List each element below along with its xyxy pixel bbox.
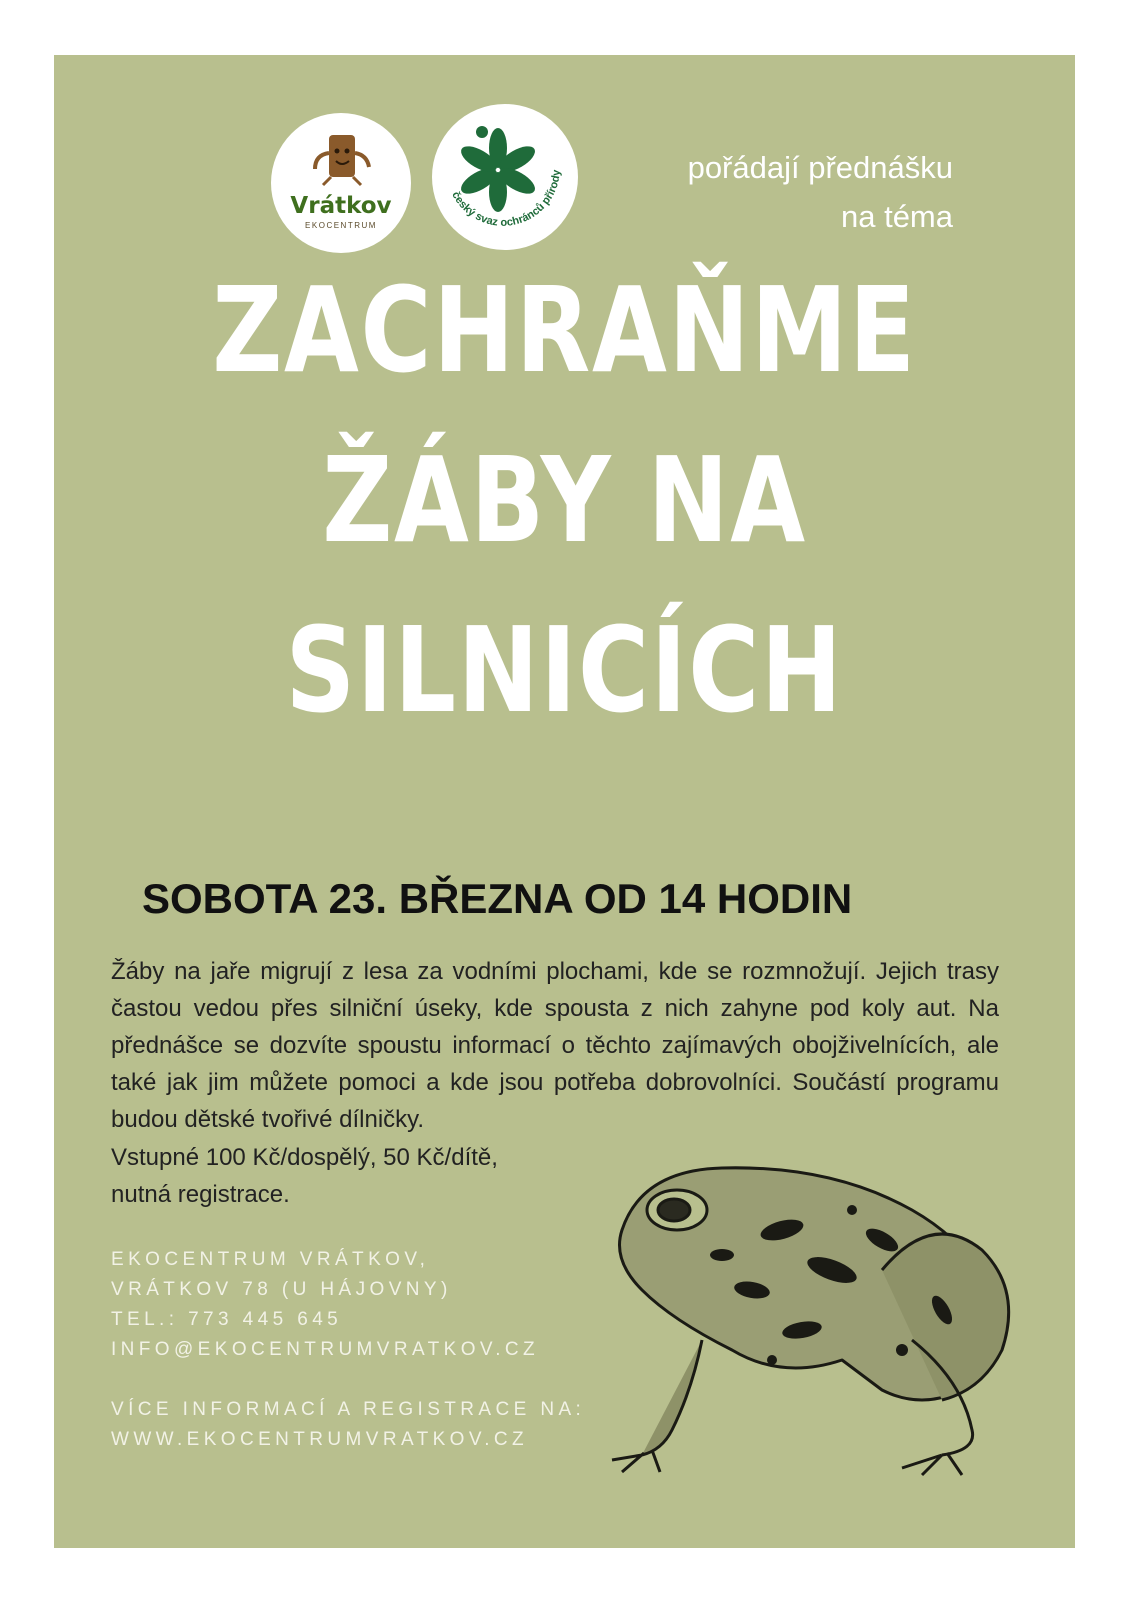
- organizers-text: [688, 143, 953, 241]
- vratkov-logo: [271, 113, 411, 253]
- vratkov-wordmark: Vrátkov: [290, 193, 392, 219]
- toad-illustration: [582, 1150, 1032, 1480]
- entry-fee: Vstupné 100 Kč/dospělý, 50 Kč/dítě,: [111, 1144, 498, 1171]
- contact-phone[interactable]: TEL.: 773 445 645: [111, 1309, 343, 1330]
- registration-note: nutná registrace.: [111, 1181, 290, 1208]
- contact-address: VRÁTKOV 78 (U HÁJOVNY): [111, 1279, 452, 1300]
- more-info-label: VÍCE INFORMACÍ A REGISTRACE NA:: [111, 1399, 586, 1420]
- headline: [54, 245, 1075, 755]
- entry-info: [111, 1139, 631, 1213]
- website-link[interactable]: WWW.EKOCENTRUMVRATKOV.CZ: [111, 1429, 528, 1450]
- tree-stump-icon: [271, 113, 411, 253]
- csop-logo: [432, 104, 578, 250]
- contact-name: EKOCENTRUM VRÁTKOV,: [111, 1249, 430, 1270]
- contact-email[interactable]: INFO@EKOCENTRUMVRATKOV.CZ: [111, 1339, 540, 1360]
- headline-line-1: ZACHRAŇME: [212, 261, 917, 399]
- csop-logo-text: český svaz ochránců přírody: [449, 169, 563, 229]
- organizers-line-1: pořádají přednášku: [687, 150, 953, 185]
- flower-icon: [432, 104, 578, 250]
- organizers-line-2: na téma: [840, 199, 953, 234]
- contact-block: [111, 1245, 585, 1455]
- vratkov-subtitle: EKOCENTRUM: [305, 221, 377, 230]
- headline-line-2: ŽÁBY NA: [322, 431, 807, 569]
- headline-line-3: SILNICÍCH: [285, 601, 844, 739]
- event-date: SOBOTA 23. BŘEZNA OD 14 HODIN: [142, 875, 853, 922]
- poster: [54, 55, 1075, 1548]
- event-description: Žáby na jaře migrují z lesa za vodními plochami, kde se rozmnožují. Jejich trasy častou vedou přes silniční úseky, kde spousta z nich zahyne pod koly aut. Na přednášce se dozvíte spoustu informací o těchto zajímavých obojživelnících, ale také jak jim můžete pomoci a kde jsou potřeba dobrovolníci. Součástí programu budou dětské tvořivé dílničky.: [111, 958, 999, 1133]
